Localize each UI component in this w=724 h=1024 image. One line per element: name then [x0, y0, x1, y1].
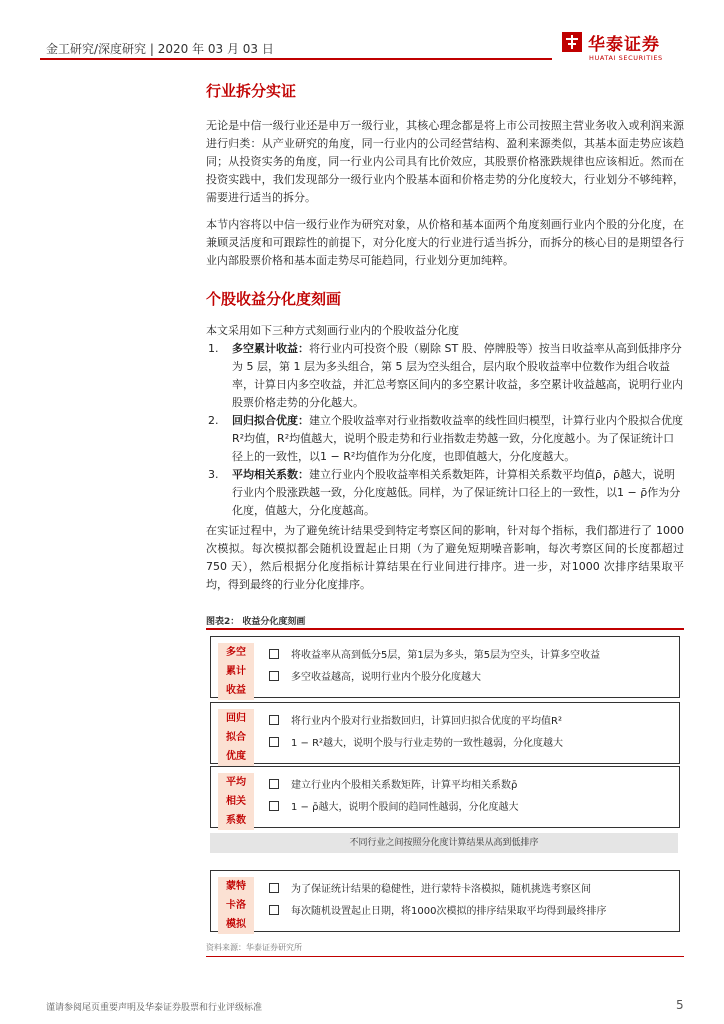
method-text: 建立个股收益率对行业指数收益率的线性回归模型，计算行业内个股拟合优度R²均值，R²均值越大，说明个股走势和行业指数走势越一致，分化度越小。为了保证统计口径上的一致性，以1 − R²均值作为分化度，也即值越大，分化度越大。 — [232, 414, 683, 463]
source-divider — [206, 956, 684, 957]
paragraph-1: 无论是中信一级行业还是申万一级行业，其核心理念都是将上市公司按照主营业务收入或利润来源进行归类：从产业研究的角度，同一行业内的公司经营结构、盈利来源类似，其基本面走势应该趋同；从投资实务的角度，同一行业内公司具有比价效应，其股票价格涨跌规律也应该相近。然而在投资实践中，我们发现部分一级行业内个股基本面和价格走势的分化度较大，行业划分不够纯粹，需要进行适当的拆分。 — [206, 119, 684, 204]
box-row: 为了保证统计结果的稳健性，进行蒙特卡洛模拟，随机挑选考察区间 — [269, 883, 591, 897]
figure-title: 图表2： 收益分化度刻画 — [206, 617, 306, 627]
checkbox-bullet-icon — [269, 671, 279, 681]
method-term: 平均相关系数： — [232, 468, 309, 481]
box-row: 1 − ρ̄越大，说明个股间的趋同性越弱，分化度越大 — [269, 801, 518, 815]
checkbox-bullet-icon — [269, 737, 279, 747]
header-divider — [40, 58, 552, 60]
checkbox-bullet-icon — [269, 801, 279, 811]
report-header: 金工研究/深度研究 | 2020 年 03 月 03 日 — [46, 42, 274, 56]
box-row: 多空收益越高，说明行业内个股分化度越大 — [269, 671, 481, 685]
checkbox-bullet-icon — [269, 905, 279, 915]
box-row: 将收益率从高到低分5层，第1层为多头，第5层为空头，计算多空收益 — [269, 649, 600, 663]
box-label: 蒙特 卡洛 模拟 — [218, 877, 254, 934]
method-list — [206, 340, 684, 520]
company-logo — [556, 24, 688, 68]
figure-box-regression — [210, 702, 680, 764]
figure-box-correlation — [210, 766, 680, 828]
checkbox-bullet-icon — [269, 715, 279, 725]
checkbox-bullet-icon — [269, 883, 279, 893]
figure-box-monte-carlo — [210, 870, 680, 932]
method-number: 3. — [208, 468, 219, 481]
method-number: 1. — [208, 342, 219, 355]
method-term: 多空累计收益： — [232, 342, 309, 355]
method-number: 2. — [208, 414, 219, 427]
paragraph-2: 本节内容将以中信一级行业作为研究对象，从价格和基本面两个角度刻画行业内个股的分化度，在兼顾灵活度和可跟踪性的前提下，对分化度大的行业进行适当拆分，而拆分的核心目的是期望各行业内部股票价格和基本面走势尽可能趋同，行业划分更加纯粹。 — [206, 218, 684, 267]
method-text: 将行业内可投资个股（剔除 ST 股、停牌股等）按当日收益率从高到低排序分为 5 层，第 1 层为多头组合，第 5 层为空头组合，层内取个股收益率中位数作为组合收益率，计算日内多空收益，并汇总考察区间内的多空累计收益，多空累计收益越高，说明行业内股票价格走势的分化越大。 — [232, 342, 683, 409]
method-item — [206, 412, 684, 466]
box-row: 建立行业内个股相关系数矩阵，计算平均相关系数ρ̄ — [269, 779, 517, 793]
box-label: 平均 相关 系数 — [218, 773, 254, 830]
box-label: 回归 拟合 优度 — [218, 709, 254, 766]
box-row: 将行业内个股对行业指数回归，计算回归拟合优度的平均值R² — [269, 715, 562, 729]
logo-chinese-name: 华泰证券 — [588, 35, 660, 55]
checkbox-bullet-icon — [269, 779, 279, 789]
method-term: 回归拟合优度： — [232, 414, 309, 427]
footer-disclaimer: 谨请参阅尾页重要声明及华泰证券股票和行业评级标准 — [46, 1003, 263, 1013]
method-item — [206, 340, 684, 412]
box-label: 多空 累计 收益 — [218, 643, 254, 700]
figure-source: 资料来源：华泰证券研究所 — [206, 943, 302, 952]
section-title-industry-split: 行业拆分实证 — [206, 82, 297, 100]
paragraph-3: 在实证过程中，为了避免统计结果受到特定考察区间的影响，针对每个指标，我们都进行了 1000 次模拟。每次模拟都会随机设置起止日期（为了避免短期噪音影响，每次考察区间的长度都超过 750 天），然后根据分化度指标计算结果在行业间进行排序。进一步，对1000 次排序结果取平均，得到最终的行业分化度排序。 — [206, 524, 684, 591]
method-item — [206, 466, 684, 520]
box-row: 1 − R²越大，说明个股与行业走势的一致性越弱，分化度越大 — [269, 737, 563, 751]
box-row: 每次随机设置起止日期，将1000次模拟的排序结果取平均得到最终排序 — [269, 905, 606, 919]
figure-divider — [206, 628, 684, 630]
logo-english-name: HUATAI SECURITIES — [589, 54, 663, 62]
page-number: 5 — [676, 998, 684, 1012]
method-intro: 本文采用如下三种方式刻画行业内的个股收益分化度 — [206, 324, 459, 337]
ranking-note: 不同行业之间按照分化度计算结果从高到低排序 — [210, 833, 678, 853]
figure-box-long-short — [210, 636, 680, 698]
checkbox-bullet-icon — [269, 649, 279, 659]
section-title-return-dispersion: 个股收益分化度刻画 — [206, 290, 342, 308]
method-text: 建立行业内个股收益率相关系数矩阵，计算相关系数平均值ρ̄，ρ̄越大，说明行业内个股涨跌越一致，分化度越低。同样，为了保证统计口径上的一致性，以1 − ρ̄作为分化度，值越大，分化度越高。 — [232, 468, 681, 517]
logo-mark-icon — [562, 32, 582, 52]
